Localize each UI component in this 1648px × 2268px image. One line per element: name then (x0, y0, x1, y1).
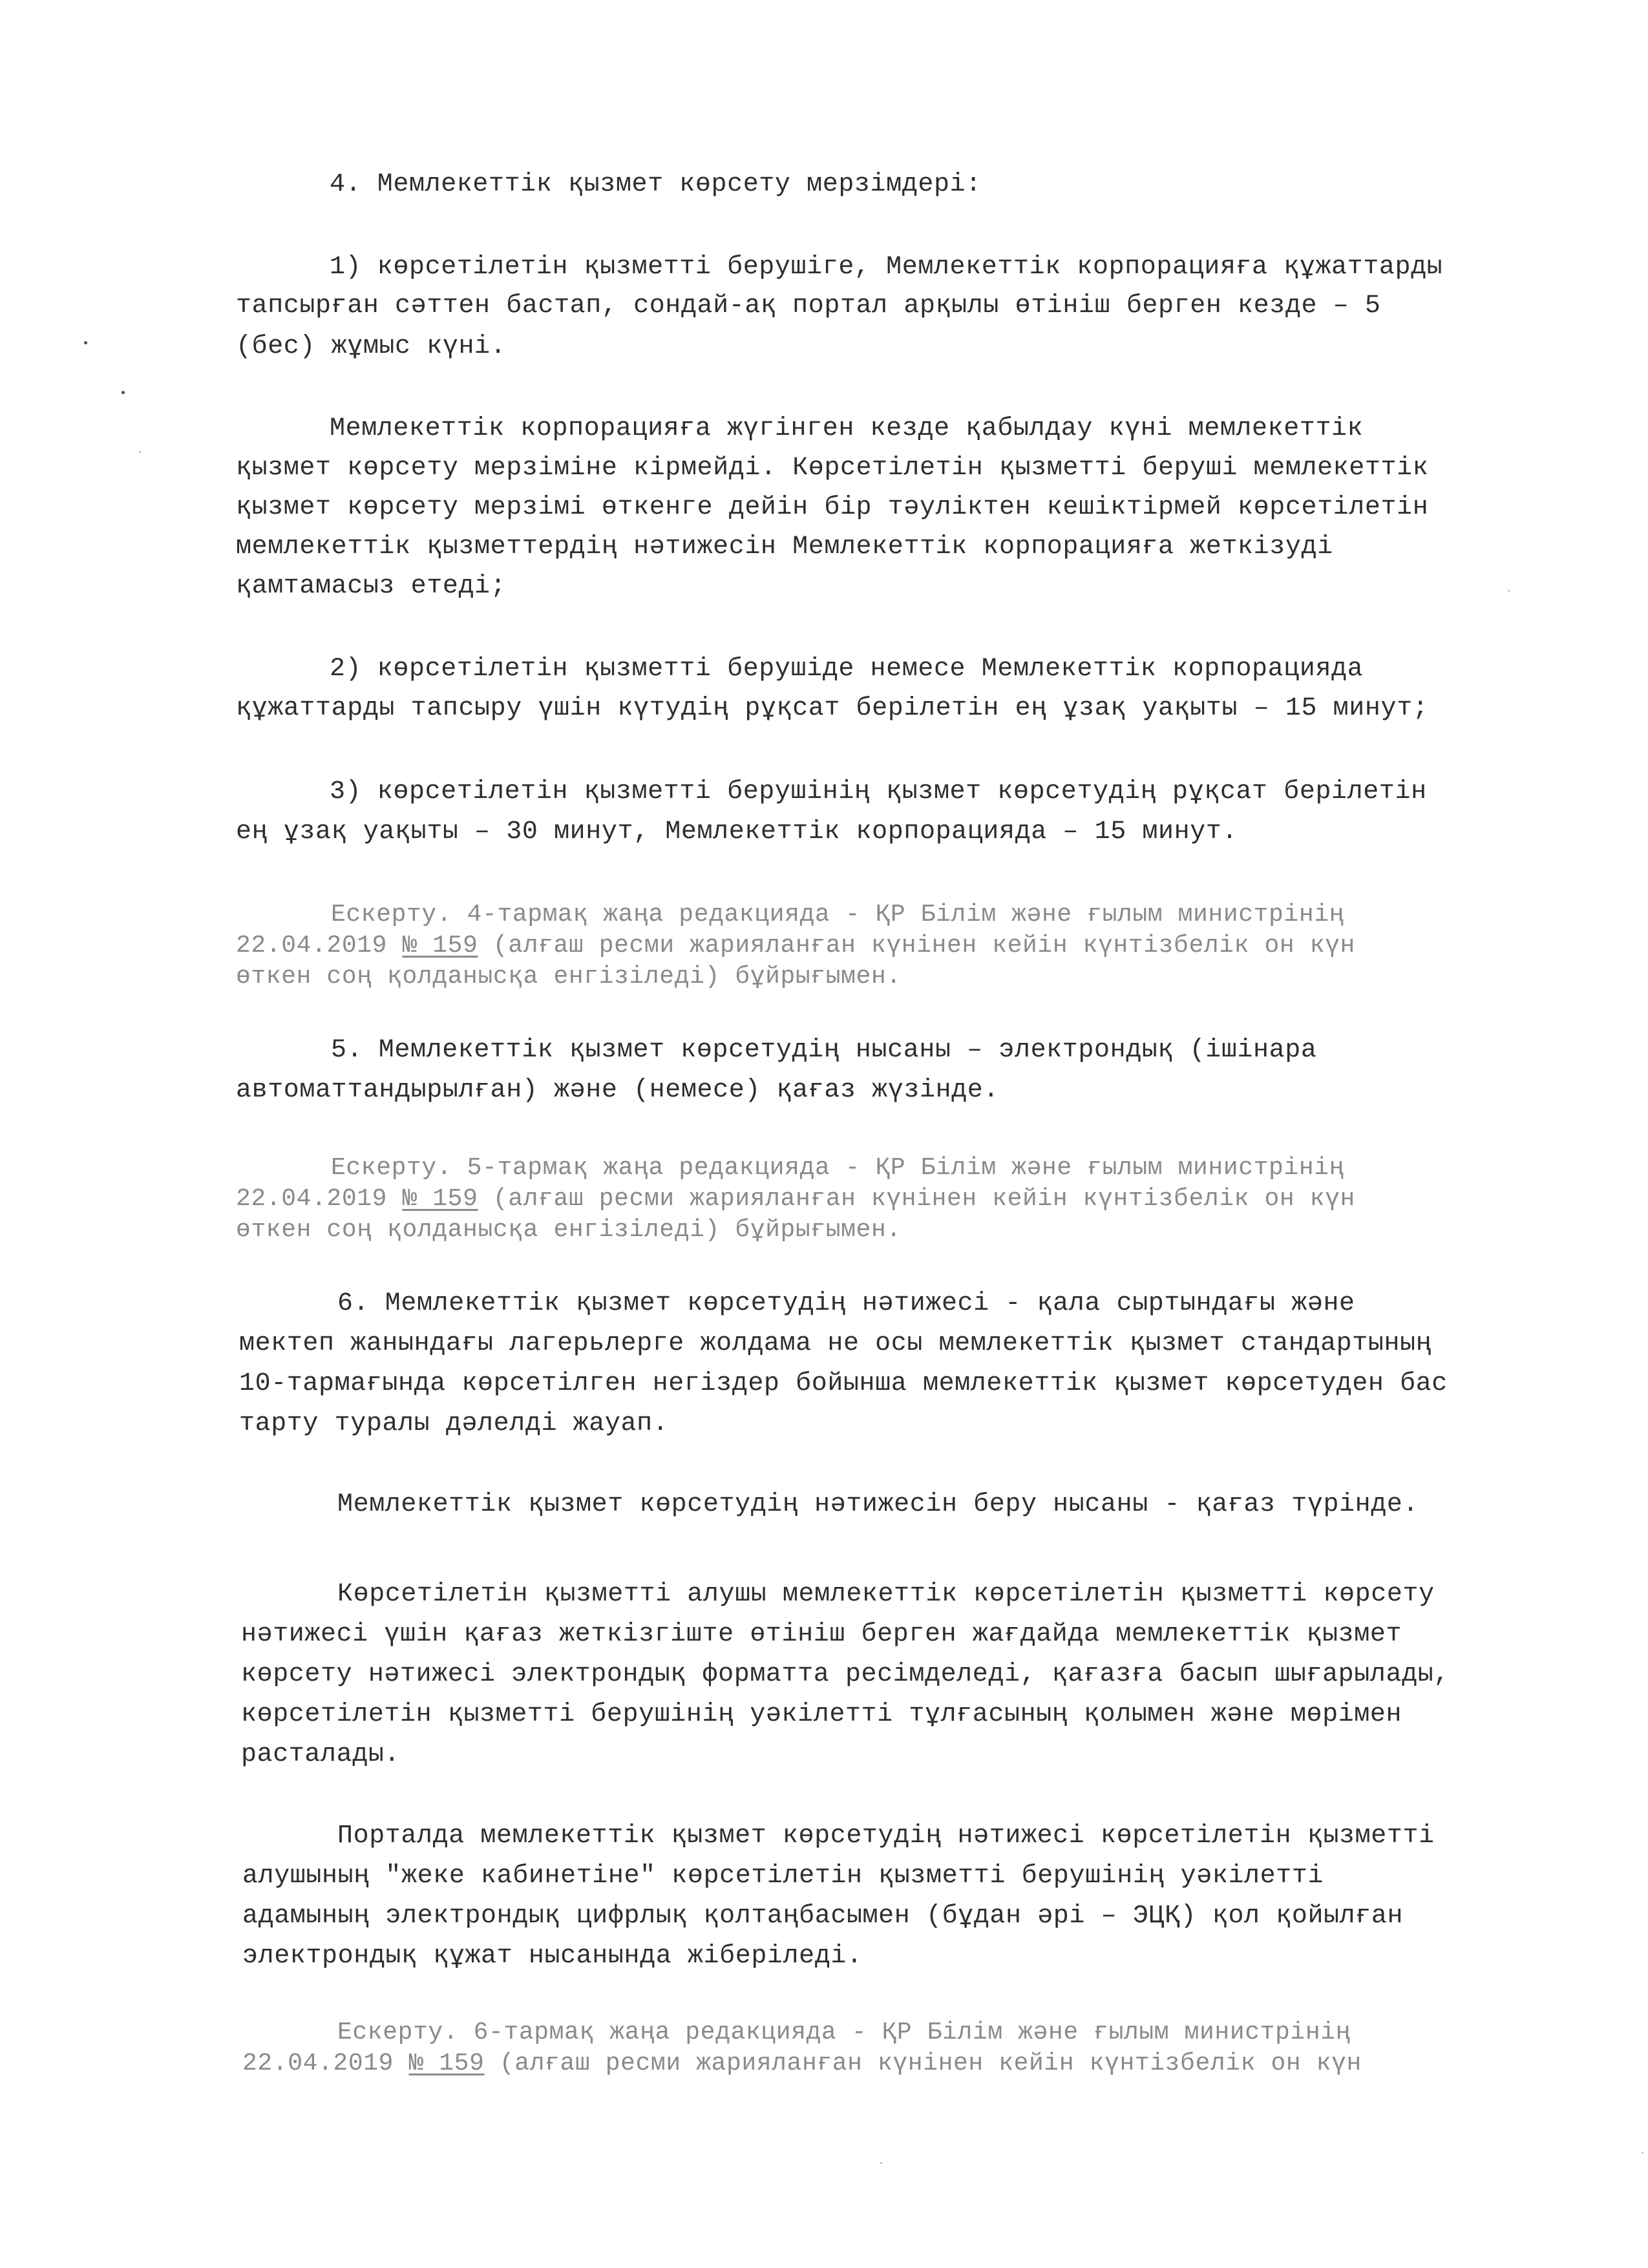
section-4-heading: 4. Мемлекеттік қызмет көрсету мерзімдері: (330, 170, 982, 199)
note-5-line-2-rest: (алғаш ресми жарияланған күнінен кейін күнтізбелік он күн (478, 1185, 1355, 1213)
item-1-line-2: тапсырған сәттен бастап, сондай-ақ портал арқылы өтініш берген кезде – 5 (236, 291, 1381, 320)
order-159-link[interactable]: № 159 (402, 932, 478, 960)
corporation-para-line-3: қызмет көрсету мерзімі өткенге дейін бір тәуліктен кешіктірмей көрсетілетін (236, 493, 1429, 522)
paper-para-line-4: көрсетілетін қызметті берушінің уәкілетті тұлғасының қолымен және мөрімен (241, 1700, 1402, 1729)
section-5-line-1: 5. Мемлекеттік қызмет көрсетудің нысаны – электрондық (ішінара (331, 1036, 1317, 1065)
item-1-line-1: 1) көрсетілетін қызметті берушіге, Мемлекеттік корпорацияға құжаттарды (330, 253, 1443, 282)
corporation-para-line-1: Мемлекеттік корпорацияға жүгінген кезде қабылдау күні мемлекеттік (330, 414, 1364, 443)
note-4-line-2-rest: (алғаш ресми жарияланған күнінен кейін күнтізбелік он күн (478, 932, 1355, 960)
scan-speck (139, 451, 141, 453)
scan-speck (121, 391, 125, 394)
note-4-date: 22.04.2019 (236, 932, 403, 960)
portal-para-line-2: алушының "жеке кабинетіне" көрсетілетін қызметті берушінің уәкілетті (242, 1862, 1324, 1891)
section-6-line-1: 6. Мемлекеттік қызмет көрсетудің нәтижесі - қала сыртындағы және (337, 1289, 1355, 1318)
corporation-para-line-5: қамтамасыз етеді; (236, 572, 507, 601)
scan-speck (84, 341, 87, 344)
portal-para-line-3: адамының электрондық цифрлық қолтаңбасымен (бұдан әрі – ЭЦҚ) қол қойылған (242, 1902, 1404, 1931)
note-6-line-2 (242, 2048, 1362, 2079)
order-159-link[interactable]: № 159 (402, 1185, 478, 1213)
note-6-line-1: Ескерту. 6-тармақ жаңа редакцияда - ҚР Білім және ғылым министрінің (337, 2019, 1351, 2046)
note-5-date: 22.04.2019 (236, 1185, 403, 1213)
item-3-line-2: ең ұзақ уақыты – 30 минут, Мемлекеттік корпорацияда – 15 минут. (236, 817, 1238, 846)
note-4-line-2 (236, 930, 1355, 961)
paper-para-line-1: Көрсетілетін қызметті алушы мемлекеттік көрсетілетін қызметті көрсету (337, 1580, 1435, 1609)
portal-para-line-1: Порталда мемлекеттік қызмет көрсетудің нәтижесі көрсетілетін қызметті (337, 1822, 1435, 1851)
note-6-date: 22.04.2019 (242, 2050, 409, 2077)
paper-para-line-3: көрсету нәтижесі электрондық форматта ресімделеді, қағазға басып шығарылады, (241, 1660, 1450, 1689)
scan-speck (880, 2162, 882, 2164)
scan-speck (1508, 590, 1510, 592)
item-2-line-2: құжаттарды тапсыру үшін күтудің рұқсат берілетін ең ұзақ уақыты – 15 минут; (236, 694, 1429, 723)
note-5-line-3: өткен соң қолданысқа енгізіледі) бұйрығымен. (236, 1216, 902, 1244)
corporation-para-line-2: қызмет көрсету мерзіміне кірмейді. Көрсетілетін қызметті беруші мемлекеттік (236, 454, 1429, 483)
paper-para-line-5: расталады. (241, 1740, 401, 1769)
corporation-para-line-4: мемлекеттік қызметтердің нәтижесін Мемлекеттік корпорацияға жеткізуді (236, 532, 1333, 562)
result-form-line: Мемлекеттік қызмет көрсетудің нәтижесін беру нысаны - қағаз түрінде. (337, 1490, 1419, 1519)
item-2-line-1: 2) көрсетілетін қызметті берушіде немесе Мемлекеттік корпорацияда (330, 655, 1364, 684)
item-1-line-3: (бес) жұмыс күні. (236, 332, 507, 361)
item-3-line-1: 3) көрсетілетін қызметті берушінің қызмет көрсетудің рұқсат берілетін (330, 777, 1427, 806)
note-4-line-1: Ескерту. 4-тармақ жаңа редакцияда - ҚР Білім және ғылым министрінің (331, 901, 1345, 929)
note-6-line-2-rest: (алғаш ресми жарияланған күнінен кейін күнтізбелік он күн (484, 2050, 1362, 2077)
order-159-link[interactable]: № 159 (408, 2050, 485, 2077)
section-5-line-2: автоматтандырылған) және (немесе) қағаз жүзінде. (236, 1076, 999, 1105)
section-6-line-3: 10-тармағында көрсетілген негіздер бойынша мемлекеттік қызмет көрсетуден бас (239, 1369, 1448, 1398)
section-6-line-4: тарту туралы дәлелді жауап. (239, 1409, 669, 1438)
note-5-line-2 (236, 1184, 1355, 1215)
paper-para-line-2: нәтижесі үшін қағаз жеткізгіште өтініш берген жағдайда мемлекеттік қызмет (241, 1620, 1402, 1649)
section-6-line-2: мектеп жанындағы лагерьлерге жолдама не осы мемлекеттік қызмет стандартының (239, 1329, 1432, 1358)
portal-para-line-4: электрондық құжат нысанында жіберіледі. (242, 1942, 863, 1971)
scan-speck (1642, 2152, 1643, 2154)
note-5-line-1: Ескерту. 5-тармақ жаңа редакцияда - ҚР Білім және ғылым министрінің (331, 1154, 1345, 1182)
note-4-line-3: өткен соң қолданысқа енгізіледі) бұйрығымен. (236, 963, 902, 991)
